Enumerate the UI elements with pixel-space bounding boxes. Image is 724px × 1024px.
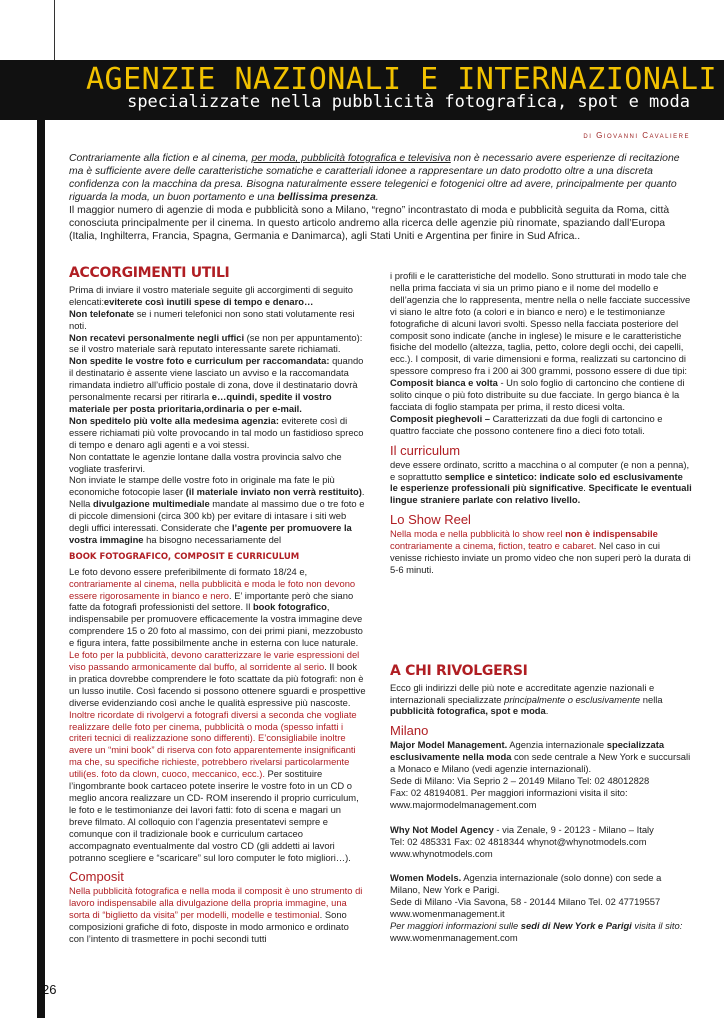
agency-major-address: Sede di Milano: Via Seprio 2 – 20149 Milano Tel: 02 48012828: [390, 775, 650, 786]
page-title: AGENZIE NAZIONALI E INTERNAZIONALI: [86, 62, 718, 97]
paragraph: Non contattate le agenzie lontane dalla vostra provincia salvo che vogliate trasferirvi.: [69, 450, 342, 474]
heading-milano: Milano: [390, 723, 429, 739]
agency-women-website-it[interactable]: www.womenmanagement.it: [390, 908, 505, 920]
heading-chi-rivolgersi: A CHI RIVOLGERSI: [390, 662, 528, 679]
agency-women: Women Models. Agenzia internazionale (solo donne) con sede a Milano, New York e Parigi.: [390, 872, 662, 896]
paragraph: Nella divulgazione multimediale mandate al massimo due o tre foto e di piccole dimensioni (circa 300 kb) per evitare di intasare i siti web degli uffici interessati. Considerate che l’agente per promuovere la vostra immagine ha bisogno necessariamente del: [69, 498, 365, 545]
paragraph: Non telefonate se i numeri telefonici non sono stati volutamente resi noti.: [69, 307, 355, 331]
agency-women-info: Per maggiori informazioni sulle sedi di New York e Parigi visita il sito:: [390, 920, 683, 932]
agency-whynot: Why Not Model Agency - via Zenale, 9 - 20123 - Milano – Italy: [390, 823, 654, 835]
agency-women-address: Sede di Milano -Via Savona, 58 - 20144 Milano Tel. 02 47719557: [390, 896, 661, 908]
agency-women-website-com[interactable]: www.womenmanagement.com: [390, 931, 518, 943]
left-margin-bar: [37, 118, 45, 1018]
page-subtitle: specializzate nella pubblicità fotografica, spot e moda: [127, 92, 690, 112]
paragraph: Composit pieghevoli – Caratterizzati da due fogli di cartoncino e quattro facciate che possono contenere fino a dieci foto totali.: [390, 412, 663, 436]
agency-major-website[interactable]: www.majormodelmanagement.com: [390, 798, 537, 810]
paragraph: Non speditelo più volte alla medesima agenzia: eviterete così di essere richiamati più volte provocando in tal modo un fastidioso spreco di tempo e denaro agli agenti e a voi stessi.: [69, 414, 364, 450]
paragraph: Prima di inviare il vostro materiale seguite gli accorgimenti di seguito elencati:eviterete così inutili spese di tempo e denaro…: [69, 283, 353, 307]
top-vertical-rule: [54, 0, 55, 60]
right-column: [390, 270, 693, 944]
intro-paragraph-2: Il maggior numero di agenzie di moda e pubblicità sono a Milano, “regno” incontrastato di moda e pubblicità seguita da Roma, città conosciuta principalmente per il cinema. In questo articolo andremo alla ricerca delle agenzie più rinomate, spaziando dall’Europa (Italia, Inghilterra, Francia, Spagna, Germania e Danimarca), agli Stati Uniti e Argentina per finire in Sud Africa..: [69, 205, 670, 242]
paragraph: i profili e le caratteristiche del modello. Sono strutturati in modo tale che nella prima facciata vi sia un primo piano e il nome del modello e dell’agenzia che lo rappresenta, mentre nella o nelle facciate successive vi siano le altre foto (a colori e in bianco e nero) e le testimonianze fotografiche di alcuni lavori svolti. Spesso nella facciata posteriore del composit sono indicate (anche in inglese) le misure e le caratteristiche fisiche del modello (altezza, taglia, petto, colore degli occhi, dei capelli, ecc.). I composit, di varie dimensioni e forma, realizzati su cartoncino di spessore compreso fra i 200 ai 300 grammi, possono essere di due tipi:: [390, 270, 691, 377]
paragraph: deve essere ordinato, scritto a macchina o al computer (e non a penna), e soprattutto semplice e sintetico: indicate solo ed esclusivamente le esperienze professionali più significative. Specificate le eventuali lingue straniere parlate con relativo livello.: [390, 458, 692, 506]
paragraph: Nella moda e nella pubblicità lo show reel non è indispensabile contrariamente a cinema, fiction, teatro e cabaret. Nel caso in cui venisse richiesto inviate un promo video che non superi però la durata di 5-6 minuti.: [390, 528, 691, 575]
paragraph: Non spedite le vostre foto e curriculum per raccomandata: quando il destinatario è assente viene lasciato un avviso e la raccomandata rimandata indietro all’ufficio postale di zona, dove il destinatario dovrà personalmente recarsi per ritirarla e…quindi, spedite il vostro materiale per posta prioritaria,ordinaria o per e-mail.: [69, 355, 364, 414]
left-column: [69, 265, 366, 945]
agency-major-fax: Fax: 02 48194081. Per maggiori informazioni visita il sito:: [390, 786, 628, 798]
paragraph: Nella pubblicità fotografica e nella moda il composit è uno strumento di lavoro indispensabile alla divulgazione della propria immagine, una sorta di “biglietto da visita” per modelli, modelle e testimonial. Sono composizioni grafiche di foto, disposte in modo armonico e ordinato con l’intento di trasmettere in pochi secondi tutti: [69, 885, 363, 944]
heading-accorgimenti: ACCORGIMENTI UTILI: [69, 265, 230, 281]
paragraph: Non recatevi personalmente negli uffici (se non per appuntamento): se il vostro materiale sarà reputato interessante sarete richiamati.: [69, 331, 363, 355]
heading-curriculum: Il curriculum: [390, 442, 461, 458]
heading-book: BOOK FOTOGRAFICO, COMPOSIT E CURRICULUM: [69, 551, 300, 562]
intro-text: [69, 152, 691, 243]
paragraph: Non inviate le stampe delle vostre foto in originale ma fate le più economiche fotocopie laser (il materiale inviato non verrà restituito).: [69, 474, 365, 498]
paragraph: Composit bianca e volta - Un solo foglio di cartoncino che contiene di solito cinque o più foto distribuite su due facciate. In gergo bianca è la facciata di foglio stampata per prima, il resto dicesi volta.: [390, 377, 685, 412]
agency-whynot-contacts: Tel: 02 485331 Fax: 02 4818344 whynot@whynotmodels.com: [390, 835, 647, 847]
heading-show-reel: Lo Show Reel: [390, 512, 471, 528]
page-number: 26: [42, 982, 57, 997]
author-byline: di Giovanni Cavaliere: [583, 131, 690, 140]
intro-paragraph-1: Contrariamente alla fiction e al cinema, per moda, pubblicità fotografica e televisiva non è necessario avere esperienze di recitazione ma è sufficiente avere delle caratteristiche somatiche e caratteriali idonee a rappresentare un dato prodotto oltre a una discreta confidenza con la macchina da presa. Bisogna naturalmente essere telegenici e fotogenici oltre ad avere, principalmente per quanto riguarda la moda, un buon portamento e una bellissima presenza.: [69, 153, 680, 203]
heading-composit: Composit: [69, 869, 124, 885]
agency-whynot-website[interactable]: www.whynotmodels.com: [390, 847, 493, 859]
agency-major: Major Model Management. Agenzia internazionale specializzata esclusivamente nella moda con sede centrale a New York e succursali a Monaco e Milano (vedi agenzie internazionali).: [390, 739, 691, 775]
paragraph: Ecco gli indirizzi delle più note e accreditate agenzie nazionali e internazionali specializzate principalmente o esclusivamente nella pubblicità fotografica, spot e moda.: [390, 681, 663, 717]
paragraph: Le foto devono essere preferibilmente di formato 18/24 e, contrariamente al cinema, nella pubblicità e moda le foto non devono essere rigorosamente in bianco e nero. E’ importante però che siano fatte da fotografi professionisti del settore. Il book fotografico, indispensabile per promuovere efficacemente la vostra immagine deve comprendere 15 o 20 foto al massimo, con dei primi piani, mezzobusto e figura intera, fatte possibilmente anche in esterna con luce naturale. Le foto per la pubblicità, devono caratterizzare le varie espressioni del viso passando armonicamente dal buffo, al sorridente al serio. Il book in pratica dovrebbe comprendere le foto scattate da più fotografi: non è un lusso inutile. Così facendo si possono ottenere sguardi e prospettive diverse evidenziando così anche le qualità espressive più nascoste. Inoltre ricordate di rivolgervi a fotografi diversi a seconda che vogliate realizzare delle foto per cinema, pubblicità o moda (spesso infatti i criteri tecnici di realizzazione sono differenti). E’consigliabile inoltre avere un “mini book” di riserva con foto apparentemente insignificanti ma che, su specifiche richieste, potrebbero rivelarsi particolarmente utili(es. foto da clown, cuoco, meccanico, ecc.). Per sostituire l’ingombrante book cartaceo potete inserire le vostre foto in un CD o meglio ancora realizzare un CD- ROM inserendo il proprio curriculum, le foto e le testimonianze dei lavori fatti: foto di scena e magari un breve filmato. Al colloquio con l’agenzia presentatevi sempre e comunque con il tradizionale book e curriculum cartaceo accompagnato eventualmente dal vostro CD (gli addetti ai lavori potranno scegliere e “scaricare” sul loro computer le foto migliori…).: [69, 565, 366, 863]
